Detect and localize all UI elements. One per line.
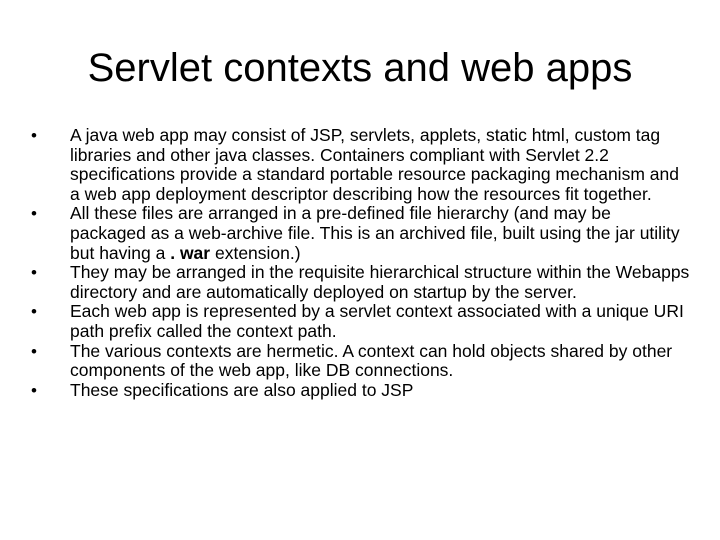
bullet-text: All these files are arranged in a pre-defined file hierarchy (and may be packaged as a web-archive file. This is an archived file, built using the jar utility but having a (70, 203, 680, 263)
bullet-item-5 (30, 342, 690, 381)
bullet-text: The various contexts are hermetic. A context can hold objects shared by other components of the web app, like DB connections. (70, 340, 673, 381)
bullet-item-1 (30, 126, 690, 204)
bullet-marker: • (31, 341, 37, 361)
bullet-marker: • (31, 204, 37, 224)
bullet-text: These specifications are also applied to JSP (70, 379, 414, 400)
bullet-marker: • (31, 263, 37, 283)
bullet-text: extension.) (210, 242, 301, 263)
bullet-marker: • (31, 380, 37, 400)
bullet-item-3 (30, 263, 690, 302)
bullet-text: Each web app is represented by a servlet context associated with a unique URI path prefix called the context path. (70, 301, 684, 341)
slide-title: Servlet contexts and web apps (87, 46, 633, 90)
bullet-item-4 (30, 302, 690, 341)
bullet-marker: • (31, 302, 37, 322)
bullet-list (30, 126, 690, 400)
bullet-marker: • (31, 126, 37, 145)
bullet-item-2 (30, 204, 690, 263)
bullet-item-6 (30, 381, 690, 401)
bullet-text: A java web app may consist of JSP, servlets, applets, static html, custom tag libraries and other java classes. Containers compliant with Servlet 2.2 specifications provide a standard portable resource packaging mechanism and a web app deployment descriptor describing how the resources fit together. (70, 125, 679, 204)
bullet-text: They may be arranged in the requisite hierarchical structure within the Webapps directory and are automatically deployed on startup by the server. (70, 262, 690, 302)
bullet-text-bold: . war (170, 242, 211, 263)
